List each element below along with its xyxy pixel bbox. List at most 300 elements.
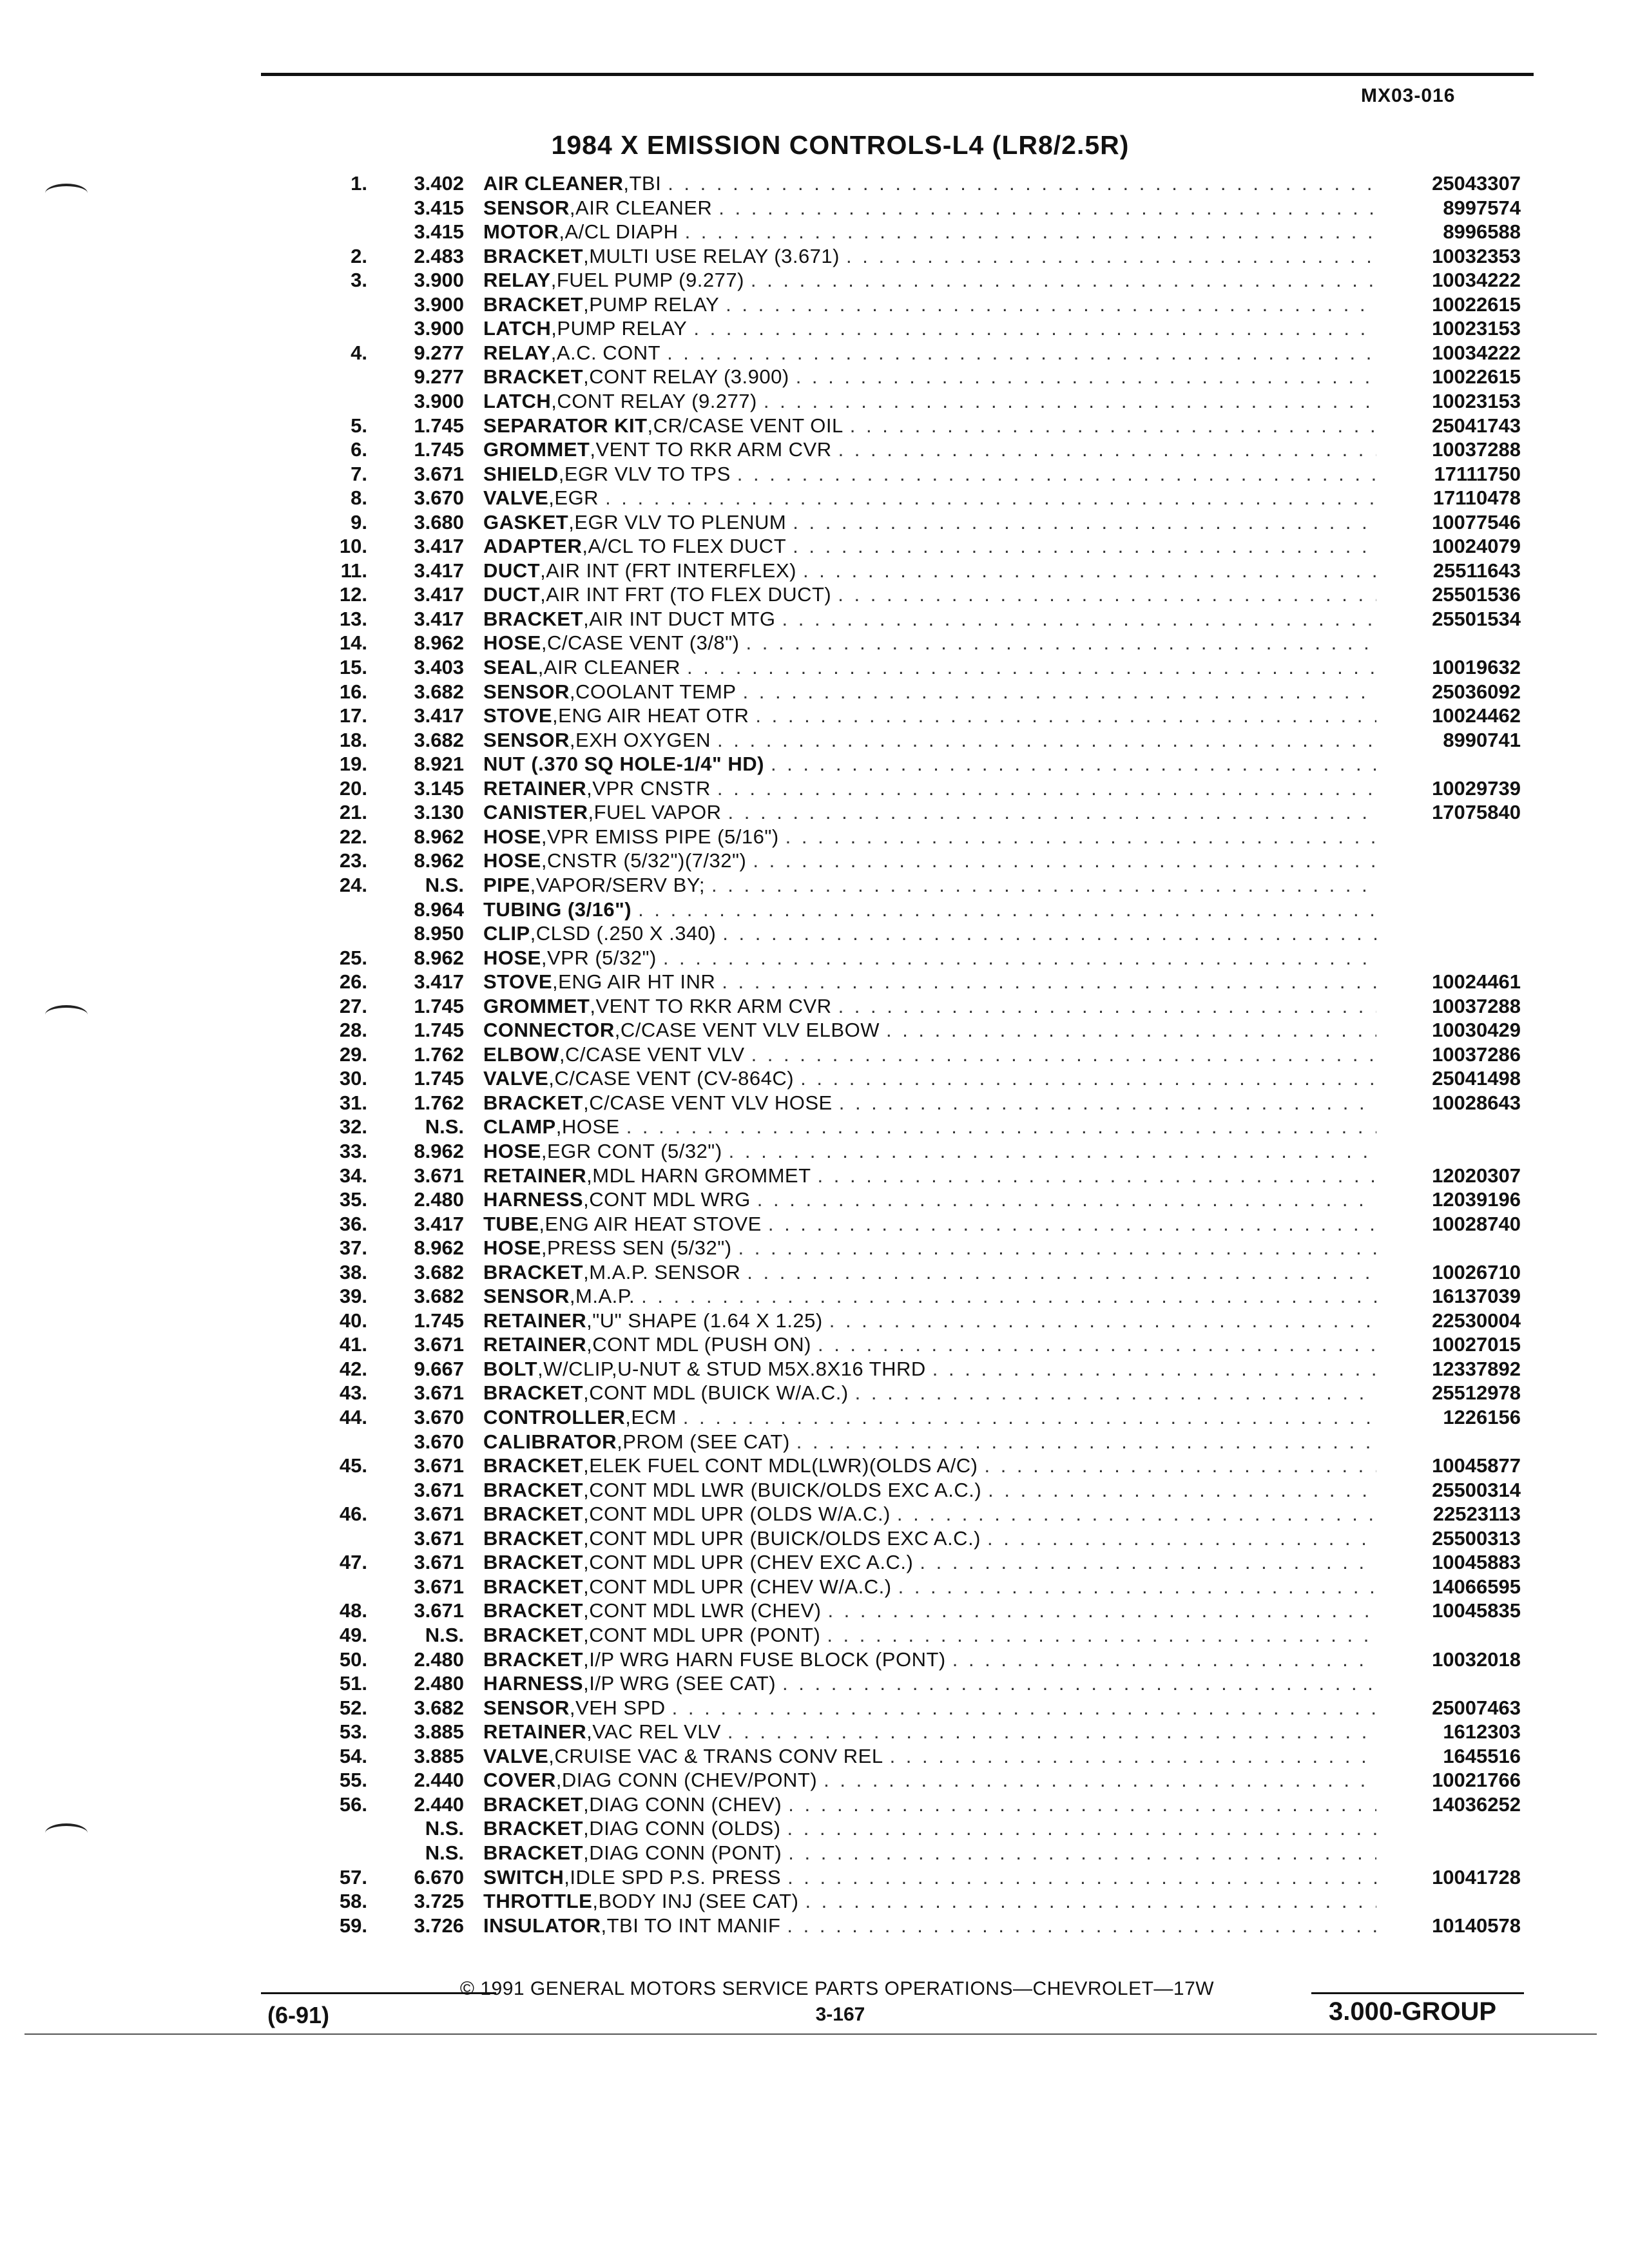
part-description [483, 1478, 1376, 1502]
part-number: 10022615 [1432, 293, 1521, 316]
part-description [483, 293, 1376, 316]
part-description [483, 1091, 1376, 1115]
part-description [483, 1164, 1376, 1187]
separator: , [559, 1043, 565, 1066]
separator: , [583, 1454, 590, 1477]
separator: , [583, 1817, 590, 1840]
separator: , [550, 341, 557, 364]
dot-leader [838, 437, 1376, 461]
dot-leader [687, 655, 1376, 679]
parts-row [0, 607, 1629, 631]
parts-row [0, 849, 1629, 872]
part-modifier: DIAG CONN (OLDS) [589, 1817, 781, 1840]
dot-leader [818, 1164, 1376, 1187]
group-number: 3.725 [414, 1890, 464, 1912]
group-number: 3.671 [414, 1575, 464, 1598]
part-number: 22530004 [1432, 1309, 1521, 1332]
part-modifier: I/P WRG (SEE CAT) [589, 1672, 776, 1695]
part-number: 10030429 [1432, 1019, 1521, 1041]
parts-row [0, 1502, 1629, 1526]
item-number: 52. [339, 1696, 367, 1719]
item-number: 27. [339, 995, 367, 1017]
part-number: 10023153 [1432, 317, 1521, 340]
part-number: 25501536 [1432, 583, 1521, 606]
separator: , [586, 1164, 593, 1187]
parts-row [0, 171, 1629, 195]
dot-leader [920, 1550, 1376, 1574]
separator: , [601, 1914, 607, 1937]
parts-row [0, 437, 1629, 461]
dot-leader [722, 921, 1376, 945]
group-number: 3.671 [414, 1381, 464, 1404]
part-noun: SENSOR [483, 1285, 570, 1307]
separator: , [568, 511, 575, 533]
part-number: 10021766 [1432, 1769, 1521, 1791]
part-noun: BRACKET [483, 1381, 584, 1404]
part-modifier: FUEL PUMP (9.277) [556, 269, 744, 291]
separator: , [583, 1793, 590, 1816]
group-number: 6.670 [414, 1866, 464, 1888]
dot-leader [728, 800, 1376, 824]
dot-leader [751, 268, 1376, 292]
part-number: 25041743 [1432, 414, 1521, 437]
part-number: 25511643 [1432, 559, 1521, 582]
part-number: 10032018 [1432, 1648, 1521, 1671]
part-number: 10045835 [1432, 1599, 1521, 1622]
item-number: 45. [339, 1454, 367, 1477]
separator: , [583, 1261, 590, 1283]
group-number: 3.417 [414, 583, 464, 606]
part-description [483, 1914, 1376, 1937]
part-modifier: CONT MDL WRG [589, 1188, 751, 1211]
part-description [483, 1575, 1376, 1599]
part-noun: HOSE [483, 1236, 541, 1259]
part-modifier: CONT MDL (PUSH ON) [592, 1333, 811, 1356]
parts-row [0, 1139, 1629, 1163]
item-number: 16. [339, 680, 367, 703]
parts-row [0, 244, 1629, 268]
group-number: 2.480 [414, 1648, 464, 1671]
part-description [483, 268, 1376, 292]
item-number: 38. [339, 1261, 367, 1283]
part-number: 14066595 [1432, 1575, 1521, 1598]
dot-leader [787, 1816, 1376, 1840]
part-noun: SWITCH [483, 1866, 564, 1888]
separator: , [583, 1091, 590, 1114]
item-number: 19. [339, 753, 367, 775]
part-modifier: COOLANT TEMP [575, 680, 737, 703]
part-description [483, 631, 1376, 655]
part-noun: VALVE [483, 1067, 549, 1090]
group-number: 3.900 [414, 293, 464, 316]
part-description [483, 849, 1376, 872]
part-noun: BRACKET [483, 1841, 584, 1864]
page-number: 3-167 [815, 2004, 865, 2025]
separator: , [582, 535, 588, 557]
parts-row [0, 220, 1629, 244]
separator: , [614, 1019, 621, 1041]
part-number: 8990741 [1443, 729, 1521, 751]
parts-row [0, 1575, 1629, 1599]
dot-leader [672, 1696, 1376, 1720]
parts-row [0, 582, 1629, 606]
separator: , [623, 172, 630, 195]
item-number: 20. [339, 777, 367, 800]
part-modifier: EGR VLV TO TPS [564, 463, 731, 485]
group-number: 8.962 [414, 631, 464, 654]
group-number: 1.745 [414, 995, 464, 1017]
part-description [483, 1454, 1376, 1477]
part-number: 1645516 [1443, 1745, 1521, 1767]
part-noun: GROMMET [483, 995, 590, 1017]
parts-row [0, 510, 1629, 534]
parts-row [0, 1164, 1629, 1187]
part-description [483, 1599, 1376, 1622]
group-number: 3.415 [414, 220, 464, 243]
group-number: 3.417 [414, 970, 464, 993]
part-number: 12039196 [1432, 1188, 1521, 1211]
part-description [483, 220, 1376, 244]
part-number: 17075840 [1432, 801, 1521, 823]
separator: , [552, 704, 559, 727]
group-number: 3.671 [414, 1551, 464, 1573]
part-modifier: VPR EMISS PIPE (5/16") [546, 825, 779, 848]
parts-row [0, 1332, 1629, 1356]
part-noun: AIR CLEANER [483, 172, 624, 195]
part-description [483, 1284, 1376, 1308]
part-modifier: CONT MDL UPR (CHEV EXC A.C.) [589, 1551, 914, 1573]
part-number: 10037288 [1432, 995, 1521, 1017]
group-number: 1.745 [414, 1067, 464, 1090]
part-description [483, 873, 1376, 897]
part-modifier: EXH OXYGEN [575, 729, 711, 751]
separator: , [555, 1115, 562, 1138]
separator: , [583, 293, 590, 316]
parts-row [0, 1066, 1629, 1090]
part-modifier: DIAG CONN (CHEV/PONT) [561, 1769, 818, 1791]
part-modifier: CONT MDL (BUICK W/A.C.) [589, 1381, 849, 1404]
item-number: 40. [339, 1309, 367, 1332]
part-description [483, 1696, 1376, 1720]
group-number: 3.671 [414, 1599, 464, 1622]
separator: , [548, 486, 555, 509]
item-number: 58. [339, 1890, 367, 1912]
dot-leader [693, 316, 1376, 340]
part-description [483, 704, 1376, 727]
page-title: 1984 X EMISSION CONTROLS-L4 (LR8/2.5R) [551, 130, 1130, 160]
part-number: 10077546 [1432, 511, 1521, 533]
part-modifier: BODY INJ (SEE CAT) [598, 1890, 799, 1912]
item-number: 25. [339, 947, 367, 969]
part-modifier: I/P WRG HARN FUSE BLOCK (PONT) [589, 1648, 946, 1671]
part-noun: HARNESS [483, 1672, 584, 1695]
separator: , [588, 801, 594, 823]
separator: , [541, 825, 547, 848]
part-description [483, 680, 1376, 704]
dot-leader [824, 1768, 1376, 1792]
item-number: 11. [340, 559, 367, 582]
part-number: 12020307 [1432, 1164, 1521, 1187]
part-description [483, 1018, 1376, 1042]
part-description [483, 1260, 1376, 1284]
parts-row [0, 1236, 1629, 1260]
part-number: 14036252 [1432, 1793, 1521, 1816]
part-noun: BRACKET [483, 245, 584, 267]
group-number: 3.671 [414, 1527, 464, 1550]
part-noun: BRACKET [483, 608, 584, 630]
group-number: 3.670 [414, 1430, 464, 1453]
item-number: 9. [351, 511, 367, 533]
part-number: 16137039 [1432, 1285, 1521, 1307]
group-number: 1.762 [414, 1091, 464, 1114]
part-noun: BOLT [483, 1358, 538, 1380]
part-noun: GASKET [483, 511, 569, 533]
part-modifier: C/CASE VENT (CV-864C) [554, 1067, 795, 1090]
part-modifier: AIR CLEANER [543, 656, 681, 678]
part-modifier: CONT MDL UPR (BUICK/OLDS EXC A.C.) [589, 1527, 981, 1550]
dot-leader [787, 1914, 1376, 1937]
part-modifier: CONT RELAY (9.277) [557, 390, 757, 412]
part-modifier: TBI [629, 172, 662, 195]
parts-row [0, 1043, 1629, 1066]
part-description [483, 196, 1376, 220]
part-noun: HOSE [483, 631, 541, 654]
part-noun: RETAINER [483, 1164, 587, 1187]
part-noun: SHIELD [483, 463, 559, 485]
part-modifier: VPR (5/32") [546, 947, 657, 969]
item-number: 35. [339, 1188, 367, 1211]
item-number: 50. [339, 1648, 367, 1671]
part-noun: CLIP [483, 922, 530, 945]
part-description [483, 365, 1376, 389]
group-number: 3.417 [414, 1213, 464, 1235]
part-number: 10024461 [1432, 970, 1521, 993]
item-number: 51. [339, 1672, 367, 1695]
part-noun: BRACKET [483, 1527, 584, 1550]
part-number: 1226156 [1443, 1406, 1521, 1428]
part-modifier: CONT MDL UPR (OLDS W/A.C.) [589, 1503, 891, 1525]
separator: , [583, 245, 590, 267]
group-number: 3.415 [414, 197, 464, 219]
part-modifier: CONT RELAY (3.900) [589, 365, 789, 388]
document-id: MX03-016 [1361, 85, 1456, 106]
part-number: 10032353 [1432, 245, 1521, 267]
separator: , [583, 608, 590, 630]
part-description [483, 1502, 1376, 1526]
part-noun: ADAPTER [483, 535, 583, 557]
part-description [483, 559, 1376, 582]
dot-leader [751, 1043, 1376, 1066]
item-number: 24. [339, 874, 367, 896]
separator: , [537, 656, 544, 678]
part-description [483, 389, 1376, 413]
part-description [483, 1309, 1376, 1332]
group-number: 1.745 [414, 1309, 464, 1332]
part-modifier: PRESS SEN (5/32") [546, 1236, 732, 1259]
dot-leader [605, 486, 1376, 510]
separator: , [558, 463, 564, 485]
separator: , [530, 874, 536, 896]
dot-leader [737, 462, 1376, 486]
group-number: 3.900 [414, 269, 464, 291]
item-number: 22. [339, 825, 367, 848]
part-noun: BRACKET [483, 1261, 584, 1283]
item-number: 55. [339, 1769, 367, 1791]
item-number: 48. [339, 1599, 367, 1622]
part-modifier: CONT MDL LWR (CHEV) [589, 1599, 822, 1622]
part-number: 8997574 [1443, 197, 1521, 219]
separator: , [586, 777, 593, 800]
parts-row [0, 1454, 1629, 1477]
part-number: 10045877 [1432, 1454, 1521, 1477]
group-number: 2.480 [414, 1188, 464, 1211]
item-number: 36. [339, 1213, 367, 1235]
dot-leader [796, 1430, 1376, 1454]
part-number: 10034222 [1432, 341, 1521, 364]
part-modifier: PUMP RELAY [589, 293, 720, 316]
separator: , [552, 970, 559, 993]
parts-row [0, 389, 1629, 413]
part-description [483, 1405, 1376, 1429]
separator: , [586, 1333, 593, 1356]
group-number: 8.950 [414, 922, 464, 945]
parts-row [0, 462, 1629, 486]
part-modifier: DIAG CONN (CHEV) [589, 1793, 782, 1816]
parts-row [0, 1018, 1629, 1042]
part-description [483, 1526, 1376, 1550]
parts-row [0, 559, 1629, 582]
dot-leader [787, 1865, 1376, 1889]
part-description [483, 1066, 1376, 1090]
parts-row [0, 1623, 1629, 1647]
part-modifier: W/CLIP,U-NUT & STUD M5X.8X16 THRD [543, 1358, 926, 1380]
part-description [483, 800, 1376, 824]
dot-leader [988, 1478, 1376, 1502]
part-description [483, 607, 1376, 631]
parts-row [0, 1478, 1629, 1502]
group-number: 2.483 [414, 245, 464, 267]
part-description [483, 582, 1376, 606]
part-number: 10034222 [1432, 269, 1521, 291]
part-modifier: PROM (SEE CAT) [622, 1430, 790, 1453]
separator: , [583, 365, 590, 388]
item-number: 41. [339, 1333, 367, 1356]
part-number: 25500313 [1432, 1527, 1521, 1550]
group-number: 3.671 [414, 1333, 464, 1356]
part-noun: BRACKET [483, 365, 584, 388]
part-description [483, 946, 1376, 970]
part-description [483, 1720, 1376, 1744]
separator: , [583, 1599, 590, 1622]
separator: , [583, 1527, 590, 1550]
group-number: 2.440 [414, 1793, 464, 1816]
group-number: 3.726 [414, 1914, 464, 1937]
dot-leader [886, 1018, 1376, 1042]
dot-leader [805, 1889, 1376, 1913]
parts-row [0, 921, 1629, 945]
dot-leader [782, 607, 1377, 631]
group-number: 3.682 [414, 1285, 464, 1307]
item-number: 8. [351, 486, 367, 509]
part-number: 25500314 [1432, 1479, 1521, 1501]
part-noun: CONTROLLER [483, 1406, 626, 1428]
item-number: 46. [339, 1503, 367, 1525]
part-description [483, 1623, 1376, 1647]
group-number: 3.417 [414, 704, 464, 727]
separator: , [540, 583, 546, 606]
dot-leader [718, 196, 1376, 220]
separator: , [551, 317, 557, 340]
part-number: 10140578 [1432, 1914, 1521, 1937]
part-noun: SEPARATOR KIT [483, 414, 648, 437]
part-description [483, 1865, 1376, 1889]
part-noun: BRACKET [483, 1575, 584, 1598]
item-number: 18. [339, 729, 367, 751]
part-modifier: ENG AIR HEAT STOVE [545, 1213, 762, 1235]
part-modifier: MDL HARN GROMMET [592, 1164, 811, 1187]
dot-leader [793, 510, 1376, 534]
parts-row [0, 752, 1629, 776]
part-modifier: A.C. CONT [556, 341, 661, 364]
part-number: 10019632 [1432, 656, 1521, 678]
group-number: 3.417 [414, 608, 464, 630]
item-number: 10. [339, 535, 367, 557]
group-number: 8.962 [414, 1140, 464, 1162]
parts-row [0, 898, 1629, 921]
part-noun: BRACKET [483, 1551, 584, 1573]
group-number: 9.277 [414, 341, 464, 364]
separator: , [569, 1696, 576, 1719]
part-description [483, 1332, 1376, 1356]
parts-row [0, 1115, 1629, 1139]
part-noun: INSULATOR [483, 1914, 601, 1937]
group-number: 9.277 [414, 365, 464, 388]
group-number: 3.671 [414, 1503, 464, 1525]
part-noun: SEAL [483, 656, 538, 678]
part-number: 10045883 [1432, 1551, 1521, 1573]
group-number: 3.682 [414, 1261, 464, 1283]
part-modifier: VENT TO RKR ARM CVR [595, 995, 832, 1017]
item-number: 39. [339, 1285, 367, 1307]
part-noun: CANISTER [483, 801, 588, 823]
part-description [483, 534, 1376, 558]
group-number: 8.962 [414, 849, 464, 872]
dot-leader [746, 631, 1377, 655]
separator: , [583, 1503, 590, 1525]
part-number: 25512978 [1432, 1381, 1521, 1404]
item-number: 56. [339, 1793, 367, 1816]
group-number: N.S. [425, 1115, 464, 1138]
part-modifier: CLSD (.250 X .340) [535, 922, 717, 945]
part-number: 8996588 [1443, 220, 1521, 243]
dot-leader [952, 1648, 1376, 1671]
part-number: 10037288 [1432, 438, 1521, 461]
dot-leader [827, 1623, 1376, 1647]
item-number: 6. [351, 438, 367, 461]
item-number: 1. [351, 172, 367, 195]
part-number: 25501534 [1432, 608, 1521, 630]
dot-leader [667, 341, 1376, 365]
group-number: 1.762 [414, 1043, 464, 1066]
dot-leader [855, 1381, 1376, 1405]
part-noun: CLAMP [483, 1115, 556, 1138]
parts-row [0, 1671, 1629, 1695]
part-modifier: A/CL DIAPH [564, 220, 679, 243]
parts-row [0, 1720, 1629, 1744]
separator: , [583, 1479, 590, 1501]
group-number: 1.745 [414, 414, 464, 437]
dot-leader [738, 1236, 1376, 1260]
